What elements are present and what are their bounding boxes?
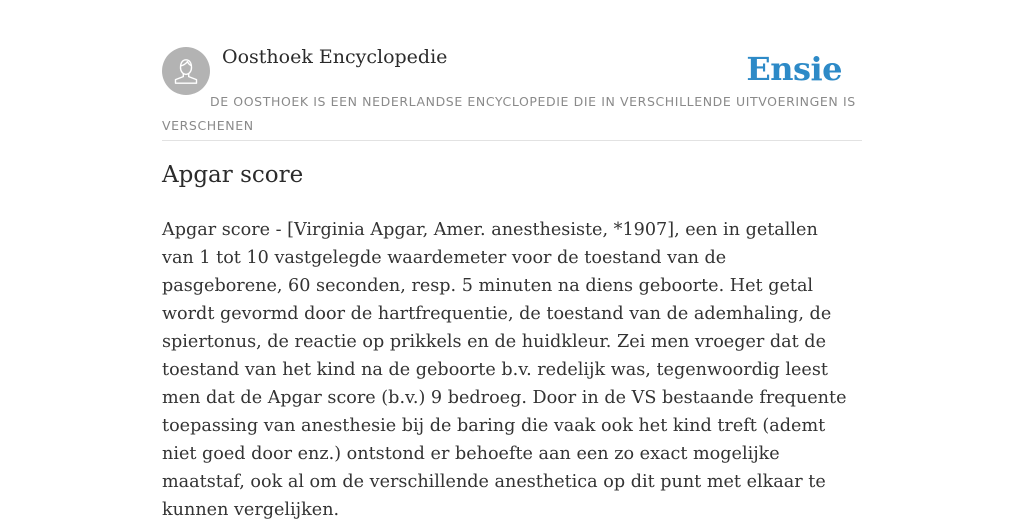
source-avatar[interactable] <box>162 47 210 95</box>
page-container <box>162 0 862 520</box>
source-description: DE OOSTHOEK IS EEN NEDERLANDSE ENCYCLOPEDIE DIE IN VERSCHILLENDE UITVOERINGEN IS VERSCHENEN <box>162 94 856 133</box>
source-header <box>162 0 862 141</box>
user-icon <box>162 47 210 95</box>
source-name[interactable]: Oosthoek Encyclopedie <box>222 46 448 68</box>
ensie-logo[interactable]: Ensie <box>746 50 842 88</box>
article-title: Apgar score <box>162 162 304 188</box>
article-body: Apgar score - [Virginia Apgar, Amer. anesthesiste, *1907], een in getallen van 1 tot 10 vastgelegde waardemeter voor de toestand van de pasgeborene, 60 seconden, resp. 5 minuten na diens geboorte. Het getal wordt gevormd door de hartfrequentie, de toestand van de ademhaling, de spiertonus, de reactie op prikkels en de huidkleur. Zei men vroeger dat de toestand van het kind na de geboorte b.v. redelijk was, tegenwoordig leest men dat de Apgar score (b.v.) 9 bedroeg. Door in de VS bestaande frequente toepassing van anesthesie bij de baring die vaak ook het kind treft (ademt niet goed door enz.) ontstond er behoefte aan een zo exact mogelijke maatstaf, ook al om de verschillende anesthetica op dit punt met elkaar te kunnen vergelijken. <box>162 220 847 520</box>
